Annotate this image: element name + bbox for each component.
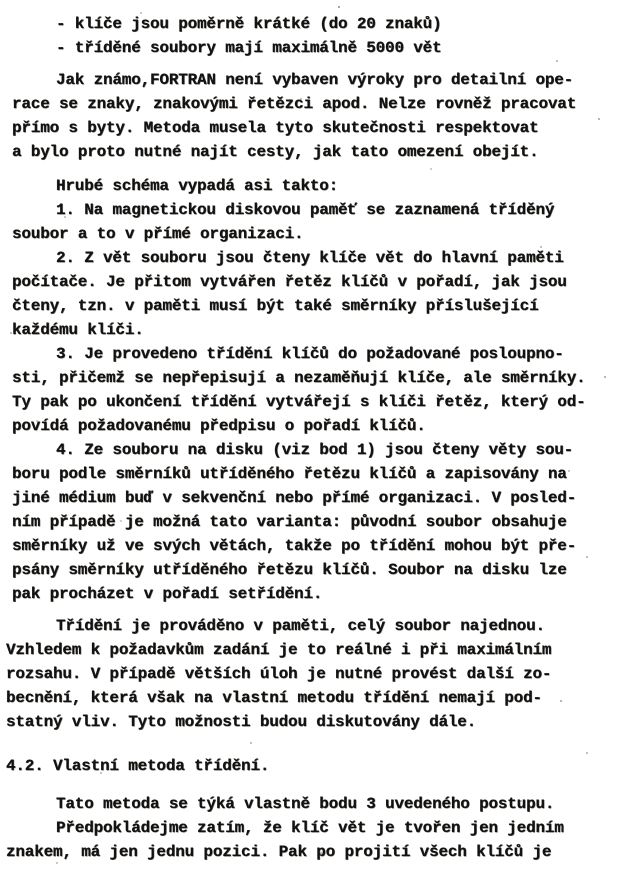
text-line: Předpokládejme zatím, že klíč vět je tvořen jen jedním: [56, 819, 564, 837]
list-item: - klíče jsou poměrně krátké (do 20 znaků): [56, 15, 442, 33]
text-line: race se znaky, znakovými řetězci apod. Nelze rovněž pracovat: [12, 95, 577, 113]
text-line: čteny, tzn. v paměti musí být také směrníky příslušející: [12, 297, 539, 315]
text-line: boru podle směrníků utříděného řetězu klíčů a zapisovány na: [12, 465, 567, 483]
text-line: sti, přičemž se nepřepisují a nezaměňují klíče, ale směrníky.: [12, 369, 586, 387]
text-line: statný vliv. Tyto možnosti budou diskutovány dále.: [6, 713, 477, 731]
text-line: rozsahu. V případě větších úloh je nutné provést další zo-: [6, 665, 552, 683]
scan-noise: [0, 0, 2, 2]
text-line: 3. Je provedeno třídění klíčů do požadované posloupno-: [56, 345, 564, 363]
text-line: počítače. Je přitom vytvářen řetěz klíčů v pořadí, jak jsou: [12, 273, 567, 291]
text-line: Tato metoda se týká vlastně bodu 3 uvedeného postupu.: [56, 795, 555, 813]
text-line: becnění, která však na vlastní metodu třídění nemají pod-: [6, 689, 542, 707]
text-line: 1. Na magnetickou diskovou paměť se zaznamená tříděný: [56, 201, 555, 219]
text-line: psány směrníky utříděného řetězu klíčů. Soubor na disku lze: [12, 561, 567, 579]
text-line: znakem, má jen jednu pozici. Pak po projití všech klíčů je: [6, 843, 552, 861]
text-line: a bylo proto nutné najít cesty, jak tato omezení obejít.: [12, 143, 539, 161]
text-line: směrníky už ve svých větách, takže po třídění mohou být pře-: [12, 537, 577, 555]
list-item: - tříděné soubory mají maximálně 5000 vět: [56, 39, 442, 57]
text-line: pak procházet v pořadí setřídění.: [12, 585, 323, 603]
text-line: každému klíči.: [12, 321, 144, 339]
text-line: 2. Z vět souboru jsou čteny klíče vět do hlavní paměti: [56, 249, 564, 267]
text-line: 4. Ze souboru na disku (viz bod 1) jsou čteny věty sou-: [56, 441, 574, 459]
section-heading: 4.2. Vlastní metoda třídění.: [6, 757, 270, 775]
text-line: povídá požadovanému předpisu o pořadí klíčů.: [12, 417, 426, 435]
text-line: Vzhledem k požadavkům zadání je to reálné i při maximálním: [6, 641, 552, 659]
text-line: Ty pak po ukončení třídění vytvářejí s klíči řetěz, který od-: [12, 393, 586, 411]
text-line: ním případě je možná tato varianta: původní soubor obsahuje: [12, 513, 567, 531]
text-line: Třídění je prováděno v paměti, celý soubor najednou.: [56, 617, 545, 635]
text-line: jiné médium buď v sekvenční nebo přímé organizaci. V posled-: [12, 489, 577, 507]
text-line: soubor a to v přímé organizaci.: [12, 225, 304, 243]
text-line: přímo s byty. Metoda musela tyto skutečnosti respektovat: [12, 119, 539, 137]
text-line: Jak známo,FORTRAN není vybaven výroky pro detailní ope-: [56, 71, 574, 89]
text-line: Hrubé schéma vypadá asi takto:: [56, 177, 339, 195]
document-lines: [0, 12, 618, 864]
